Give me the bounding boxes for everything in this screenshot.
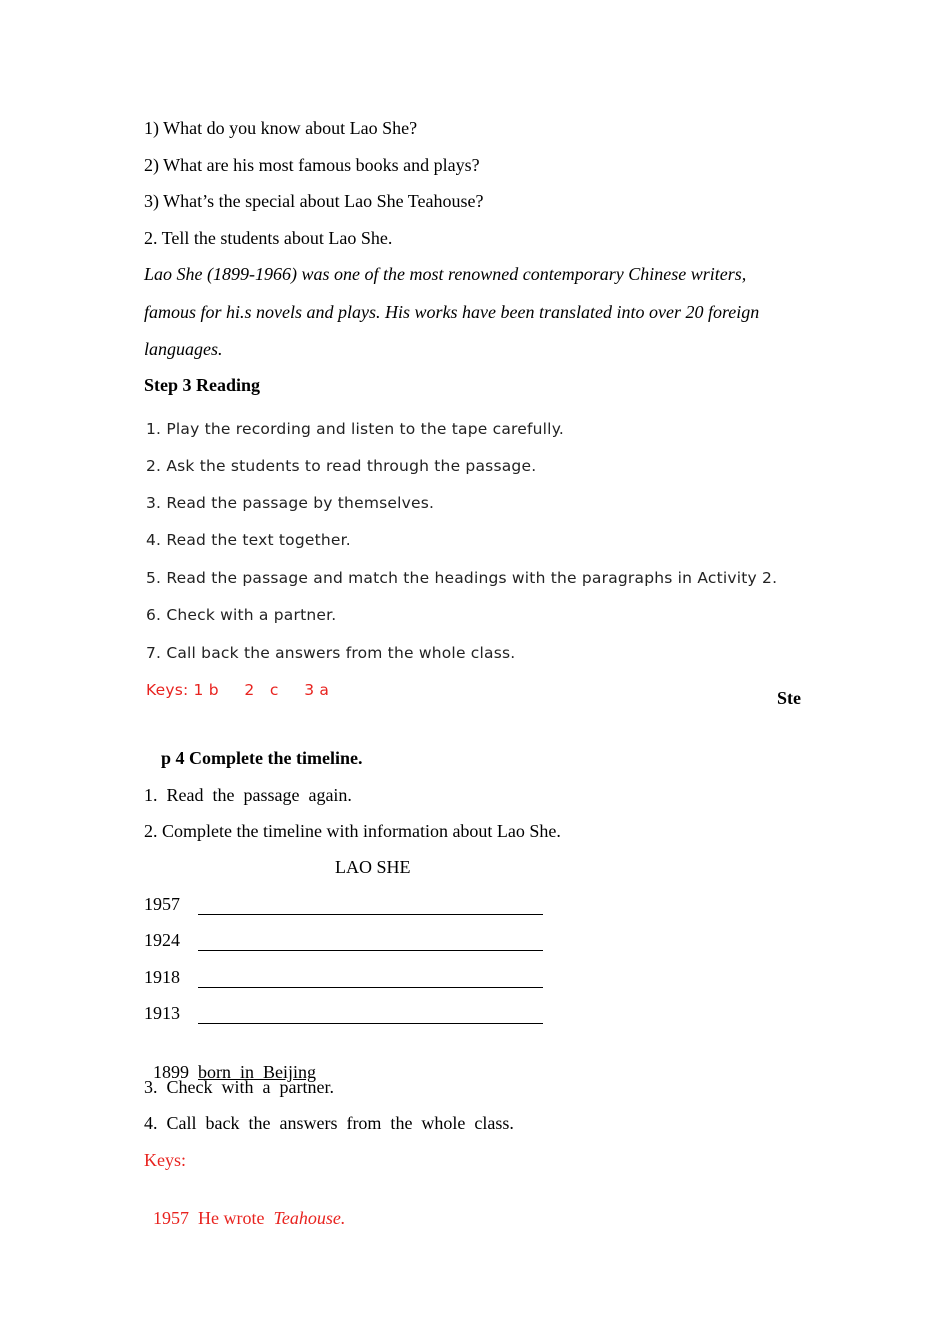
step3-item-6: 6. Check with a partner. bbox=[146, 606, 337, 624]
step3-item-7: 7. Call back the answers from the whole class. bbox=[146, 644, 516, 662]
step4-heading-part1: Ste bbox=[777, 688, 801, 708]
step3-heading: Step 3 Reading bbox=[144, 375, 261, 395]
step3-item-4: 4. Read the text together. bbox=[146, 531, 351, 549]
timeline-title: LAO SHE bbox=[335, 857, 411, 877]
born-year: 1899 bbox=[153, 1062, 189, 1082]
step4-item-1: 1. Read the passage again. bbox=[144, 785, 352, 805]
bio-line-1: Lao She (1899-1966) was one of the most renowned contemporary Chinese writers, bbox=[144, 264, 747, 284]
born-text: born in Beijing bbox=[198, 1062, 316, 1082]
step3-item-5: 5. Read the passage and match the headings with the paragraphs in Activity 2. bbox=[146, 569, 778, 587]
question-2: 2) What are his most famous books and plays? bbox=[144, 155, 480, 175]
step4-keys-label: Keys: bbox=[144, 1150, 186, 1170]
step3-item-2: 2. Ask the students to read through the passage. bbox=[146, 457, 537, 475]
step4-item-2: 2. Complete the timeline with information about Lao She. bbox=[144, 821, 561, 841]
step3-item-1: 1. Play the recording and listen to the tape carefully. bbox=[146, 420, 564, 438]
bio-line-2: famous for hi.s novels and plays. His works have been translated into over 20 foreign bbox=[144, 302, 760, 322]
timeline-row bbox=[144, 1002, 543, 1024]
question-3: 3) What’s the special about Lao She Teahouse? bbox=[144, 191, 484, 211]
timeline-row bbox=[144, 966, 543, 988]
step4-heading-part2: p 4 Complete the timeline. bbox=[161, 748, 363, 768]
timeline-blank[interactable] bbox=[198, 1003, 543, 1024]
timeline-row bbox=[144, 893, 543, 915]
step3-keys: Keys: 1 b 2 c 3 a bbox=[146, 681, 330, 699]
timeline-year: 1957 bbox=[144, 894, 180, 914]
step4-item-4: 4. Call back the answers from the whole class. bbox=[144, 1113, 514, 1133]
step4-key-1 bbox=[144, 1185, 345, 1229]
timeline-year: 1913 bbox=[144, 1003, 180, 1023]
timeline-blank[interactable] bbox=[198, 967, 543, 988]
step4-item-3: 3. Check with a partner. bbox=[144, 1077, 334, 1097]
timeline-year: 1924 bbox=[144, 930, 180, 950]
timeline-blank[interactable] bbox=[198, 930, 543, 951]
key1-title: Teahouse. bbox=[273, 1208, 346, 1228]
tell-students-line: 2. Tell the students about Lao She. bbox=[144, 228, 393, 248]
timeline-row bbox=[144, 929, 543, 951]
step3-item-3: 3. Read the passage by themselves. bbox=[146, 494, 435, 512]
timeline-year: 1918 bbox=[144, 967, 180, 987]
timeline-blank[interactable] bbox=[198, 894, 543, 915]
bio-line-3: languages. bbox=[144, 339, 223, 359]
question-1: 1) What do you know about Lao She? bbox=[144, 118, 418, 138]
key1-prefix: 1957 He wrote bbox=[153, 1208, 274, 1228]
